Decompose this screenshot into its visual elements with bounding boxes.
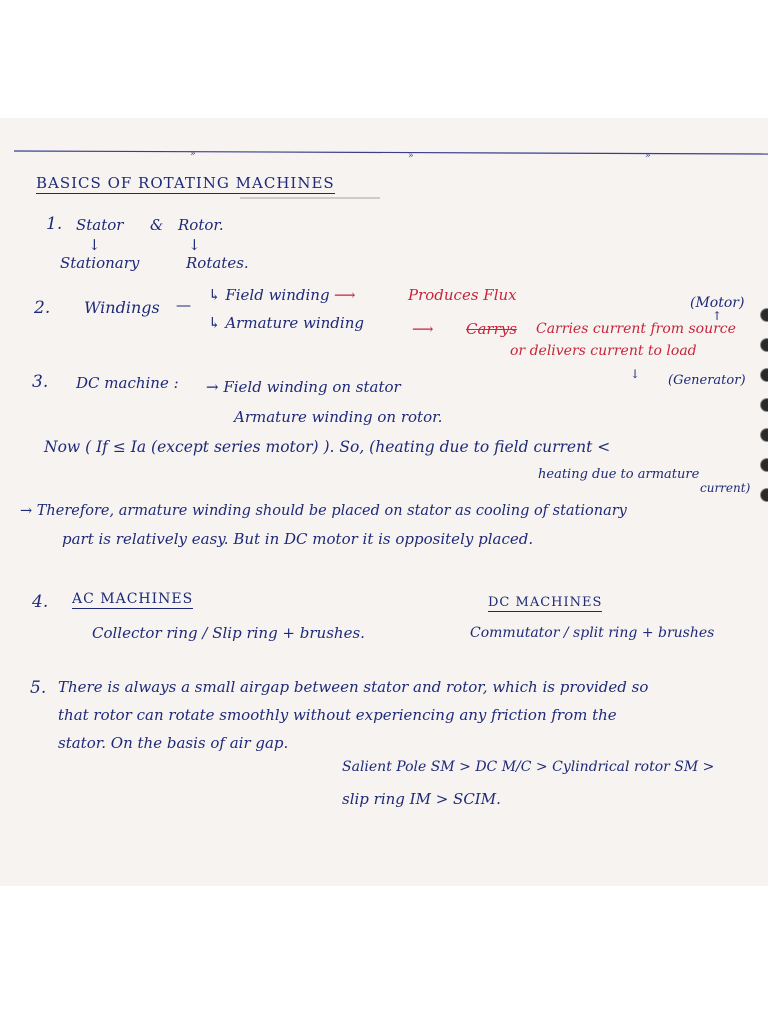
item3-label: DC machine : bbox=[76, 374, 179, 392]
item3-therefore-1: → Therefore, armature winding should be placed on stator as cooling of stationary bbox=[20, 503, 627, 519]
item4-dc-heading: DC MACHINES bbox=[488, 595, 603, 610]
item1-arrow-stator: ↓ bbox=[88, 236, 101, 254]
item2-motor: (Motor) bbox=[690, 295, 745, 311]
item2-armature-arrow: ⟶ bbox=[412, 320, 434, 338]
item2-label: Windings bbox=[84, 298, 160, 317]
item1-stationary: Stationary bbox=[60, 254, 140, 272]
item4-ac-heading: AC MACHINES bbox=[72, 591, 194, 607]
item4-ac-text: Collector ring / Slip ring + brushes. bbox=[92, 624, 365, 642]
svg-text:»: » bbox=[408, 151, 414, 161]
item2-field: ↳ Field winding bbox=[208, 286, 330, 304]
item2-armature-note-1: Carries current from source bbox=[536, 321, 736, 337]
svg-text:»: » bbox=[190, 149, 196, 159]
item2-armature-note-2: or delivers current to load bbox=[510, 343, 697, 359]
item3-now-line: Now ( If ≤ Ia (except series motor) ). So, (heating due to field current < bbox=[44, 438, 611, 456]
binder-holes bbox=[754, 118, 768, 886]
item4-number: 4. bbox=[32, 592, 49, 612]
item5-line-1: There is always a small airgap between stator and rotor, which is provided so bbox=[58, 678, 649, 696]
item2-field-arrow: ⟶ bbox=[334, 286, 356, 304]
item2-generator-arrow: ↓ bbox=[630, 367, 641, 381]
item5-line-3: stator. On the basis of air gap. bbox=[58, 734, 289, 752]
item1-rotates: Rotates. bbox=[186, 254, 249, 272]
item1-stator: Stator bbox=[76, 216, 124, 234]
item3-therefore-2: part is relatively easy. But in DC motor it is oppositely placed. bbox=[62, 530, 534, 548]
item2-struck-word: Carrys bbox=[466, 320, 517, 338]
item3-number: 3. bbox=[32, 372, 49, 392]
item4-dc-text: Commutator / split ring + brushes bbox=[470, 625, 715, 641]
item5-comparison-2: slip ring IM > SCIM. bbox=[342, 790, 501, 808]
svg-text:»: » bbox=[645, 151, 651, 161]
item3-field-line: → Field winding on stator bbox=[206, 378, 401, 396]
item1-arrow-rotor: ↓ bbox=[188, 236, 201, 254]
item2-armature: ↳ Armature winding bbox=[208, 314, 364, 332]
item5-number: 5. bbox=[30, 678, 47, 698]
item2-generator: (Generator) bbox=[668, 373, 746, 388]
item3-armature-line: Armature winding on rotor. bbox=[234, 408, 443, 426]
item3-current-word: current) bbox=[700, 481, 751, 495]
notebook-page bbox=[0, 118, 768, 886]
item2-dash: — bbox=[176, 296, 191, 314]
page-title: BASICS OF ROTATING MACHINES bbox=[36, 174, 335, 192]
item2-field-note: Produces Flux bbox=[408, 286, 517, 304]
item5-line-2: that rotor can rotate smoothly without experiencing any friction from the bbox=[58, 706, 617, 724]
item2-number: 2. bbox=[34, 298, 51, 318]
item1-rotor: Rotor. bbox=[178, 216, 224, 234]
item1-number: 1. bbox=[46, 214, 63, 234]
item5-comparison-1: Salient Pole SM > DC M/C > Cylindrical rotor SM > bbox=[342, 759, 715, 775]
item3-heating-line: heating due to armature bbox=[538, 467, 700, 482]
item2-motor-arrow: ↑ bbox=[712, 309, 723, 323]
item1-amp: & bbox=[150, 216, 164, 234]
